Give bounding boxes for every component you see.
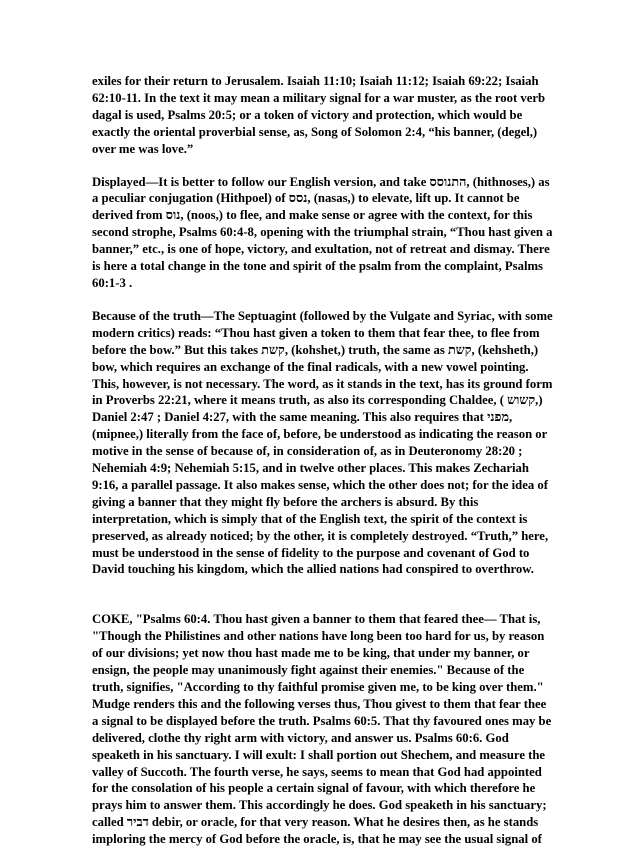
paragraph-coke-commentary: COKE, "Psalms 60:4. Thou hast given a banner to them that feared thee— That is, "Though the Philistines and other nations have long been too hard for us, by reason of our divisions; yet now thou hast made me to be king, that under my banner, or ensign, the people may unanimously fight against their enemies." Because of the truth, signifies, "According to thy faithful promise given me, to be king over them." Mudge renders this and the following verses thus, Thou givest to them that fear thee a signal to be displayed before the truth. Psalms 60:5. That thy favoured ones may be delivered, clothe thy right arm with victory, and answer us. Psalms 60:6. God speaketh in his sanctuary. I will exult: I shall portion out Shechem, and measure the valley of Succoth. The fourth verse, he says, seems to mean that God had appointed for the consolation of his people a certain signal of favour, with which therefore he prays him to answer them. This accordingly he does. God speaketh in his sanctuary; called דביר debir, or oracle, for that very reason. What he desires then, as he stands imploring the mercy of God before the oracle, is, that he may see the usual signal of bbox=[92, 612, 552, 847]
paragraph-spacer bbox=[92, 578, 554, 611]
document-body bbox=[92, 73, 554, 848]
paragraph-spacer bbox=[92, 292, 554, 308]
paragraph-banner-meaning: exiles for their return to Jerusalem. Isaiah 11:10; Isaiah 11:12; Isaiah 69:22; Isaiah 62:10-11. In the text it may mean a military signal for a war muster, as the root verb dagal is used, Psalms 20:5; or a token of victory and protection, which would be exactly the oriental proverbial sense, as, Song of Solomon 2:4, “his banner, (degel,) over me was love.” bbox=[92, 74, 546, 156]
paragraph-because-of-truth: Because of the truth—The Septuagint (followed by the Vulgate and Syriac, with some modern critics) reads: “Thou hast given a token to them that fear thee, to flee from before the bow.” But this takes קשת, (kohshet,) truth, the same as קשת, (kehsheth,) bow, which requires an exchange of the final radicals, with a new vowel pointing. This, however, is not necessary. The word, as it stands in the text, has its ground form in Proverbs 22:21, where it means truth, as also its corresponding Chaldee, ( קשוש,) Daniel 2:47 ; Daniel 4:27, with the same meaning. This also requires that מפני, (mipnee,) literally from the face of, before, be understood as indicating the reason or motive in the sense of because of, in consideration of, as in Deuteronomy 28:20 ; Nehemiah 4:9; Nehemiah 5:15, and in twelve other places. This makes Zechariah 9:16, a parallel passage. It also makes sense, which the other does not; for the idea of giving a banner that they might fly before the archers is absurd. By this interpretation, which is simply that of the English text, the spirit of the context is preserved, as already noticed; by the other, it is completely destroyed. “Truth,” here, must be understood in the sense of fidelity to the purpose and covenant of God to David touching his kingdom, which the allied nations had conspired to overthrow. bbox=[92, 308, 553, 577]
paragraph-displayed: Displayed—It is better to follow our English version, and take התנוסס, (hithnoses,) as a peculiar conjugation (Hithpoel) of נסס, (nasas,) to elevate, lift up. It cannot be derived from נוס, (noos,) to flee, and make sense or agree with the context, for this second strophe, Psalms 60:4-8, opening with the triumphal strain, “Thou hast given a banner,” etc., is one of hope, victory, and exultation, not of retreat and dismay. There is here a total change in the tone and spirit of the psalm from the complaint, Psalms 60:1-3 . bbox=[92, 174, 553, 290]
paragraph-spacer bbox=[92, 158, 554, 174]
